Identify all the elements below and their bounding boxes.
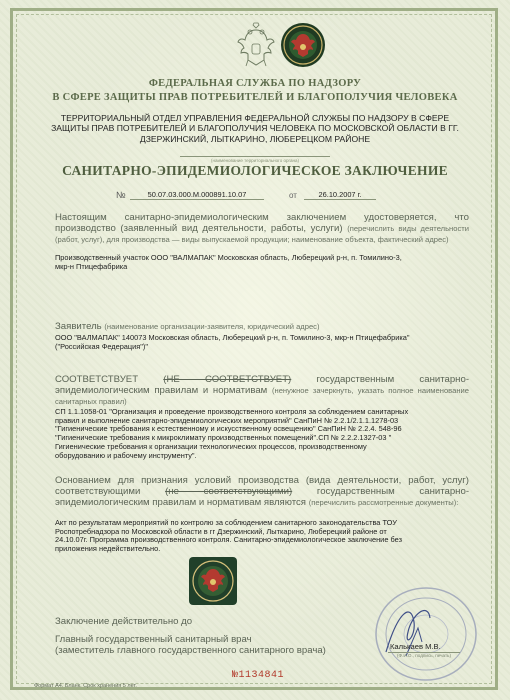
sanitary-rules-line: "Гигиенические требования к естественному и искусственному освещению" СанПиН № 2.2.4. 548-96 — [55, 424, 402, 434]
applicant-details — [55, 334, 469, 351]
number-label: № — [116, 190, 126, 200]
sanitary-rules-line: "Гигиенические требования к микроклимату производственных помещений".СП № 2.2.2.1327-03 " — [55, 433, 392, 443]
section-basis — [55, 475, 469, 508]
applicant-line: ("Российская Федерация")" — [55, 341, 148, 351]
date-from-label: от — [289, 191, 297, 200]
applicant-note: (наименование организации-заявителя, юридический адрес) — [104, 322, 320, 331]
round-stamp-icon — [356, 582, 480, 686]
basis-text-a: Основанием для признания условий производства (вида деятельности, работ, услуг) соответствующими — [55, 475, 469, 497]
basis-documents — [55, 519, 469, 554]
sanitary-rules — [55, 408, 469, 460]
department-hint: (наименование территориального органа) — [180, 156, 330, 163]
serial-number: №1134841 — [232, 670, 285, 681]
compliance-note: (ненужное зачеркнуть, указать полное наименование санитарных правил) — [55, 386, 470, 406]
hologram-seal-icon — [280, 22, 326, 68]
signer-hint: (Ф.И.О., подпись, печать) — [388, 652, 460, 658]
basis-text-b: государственным санитарно-эпидемиологическим правилам и нормативам являются — [55, 486, 470, 508]
basis-line: Роспотребнадзора по Московской области в гг Дзержинский, Лыткарино, Люберецкий районе от — [55, 526, 387, 536]
validity-label: Заключение действительно до — [55, 616, 193, 627]
double-headed-eagle-icon — [236, 22, 276, 68]
agency-line-1: ФЕДЕРАЛЬНАЯ СЛУЖБА ПО НАДЗОРУ — [148, 78, 362, 89]
section-applicant — [55, 321, 469, 332]
basis-struck: (не соответствующими) — [165, 486, 293, 497]
signer-name: Калькаев М.В. — [390, 642, 441, 651]
applicant-line: ООО "ВАЛМАПАК" 140073 Московская область, Люберецкий р-н, п. Томилино-3, мкр-н Птицефабрика" — [55, 333, 410, 342]
production-site-line: мкр-н Птицефабрика — [55, 261, 128, 271]
form-format-note: Формат А4. Бланк. Срок хранения 5 лет. — [34, 683, 137, 689]
certify-note: (перечислить виды деятельности (работ, услуг), для производства — виды выпускаемой продукции; наименование объекта, фактический адрес) — [55, 224, 469, 244]
compliance-lead: СООТВЕТСТВУЕТ — [55, 374, 139, 385]
basis-line: приложения недействительно. — [55, 544, 161, 554]
certify-text: Настоящим санитарно-эпидемиологическим заключением удостоверяется, что производство (заявленный вид деятельности, работы, услуги) — [55, 212, 469, 234]
hologram-seal-icon — [188, 556, 238, 606]
department-name — [40, 113, 470, 144]
production-site-line: Производственный участок ООО "ВАЛМАПАК" Московская область, Люберецкий р-н, п. Томилино-3, — [55, 253, 402, 262]
certificate-number: 50.07.03.000.М.000891.10.07 — [130, 190, 264, 200]
document-title: САНИТАРНО-ЭПИДЕМИОЛОГИЧЕСКОЕ ЗАКЛЮЧЕНИЕ — [62, 163, 448, 178]
compliance-rest: государственным санитарно-эпидемиологическим правилам и нормативам — [55, 374, 470, 396]
chief-doctor-deputy: (заместитель главного государственного санитарного врача) — [55, 645, 326, 656]
section-compliance — [55, 374, 469, 407]
certificate-date: 26.10.2007 г. — [304, 190, 376, 200]
basis-note: (перечислить рассмотренные документы): — [308, 498, 459, 507]
chief-doctor-title: Главный государственный санитарный врач — [55, 634, 252, 645]
applicant-label: Заявитель — [55, 321, 102, 332]
basis-line: 24.10.07г. Программа производственного контроля. Санитарно-эпидемиологическое заключение без — [55, 535, 402, 545]
department-line: ДЗЕРЖИНСКИЙ, ЛЫТКАРИНО, ЛЮБЕРЕЦКОМ РАЙОНЕ — [139, 133, 371, 144]
production-site — [55, 254, 469, 271]
department-line: ТЕРРИТОРИАЛЬНЫЙ ОТДЕЛ УПРАВЛЕНИЯ ФЕДЕРАЛЬНОЙ СЛУЖБЫ ПО НАДЗОРУ В СФЕРЕ — [60, 113, 450, 123]
sanitary-rules-line: правил и выполнение санитарно-эпидемиологических мероприятий" СанПиН № 2.2.1/2.1.1.1278-03 — [55, 415, 399, 425]
sanitary-rules-line: СП 1.1.1058-01 "Организация и проведение производственного контроля за соблюдением санитарных — [55, 407, 409, 416]
basis-line: Акт по результатам мероприятий по контролю за соблюдением санитарного законодательства ТОУ — [55, 518, 397, 527]
sanitary-rules-line: оборудованию и рабочему инструменту". — [55, 450, 197, 460]
noncompliance-struck: (НЕ СООТВЕТСТВУЕТ) — [163, 374, 292, 385]
department-line: ЗАЩИТЫ ПРАВ ПОТРЕБИТЕЛЕЙ И БЛАГОПОЛУЧИЯ ЧЕЛОВЕКА ПО МОСКОВСКОЙ ОБЛАСТИ В ГГ. — [51, 123, 459, 134]
sanitary-rules-line: Гигиенические требования к организации технологических процессов, производственному — [55, 441, 367, 451]
section-certify — [55, 212, 469, 245]
agency-line-2: В СФЕРЕ ЗАЩИТЫ ПРАВ ПОТРЕБИТЕЛЕЙ И БЛАГОПОЛУЧИЯ ЧЕЛОВЕКА — [52, 92, 458, 103]
